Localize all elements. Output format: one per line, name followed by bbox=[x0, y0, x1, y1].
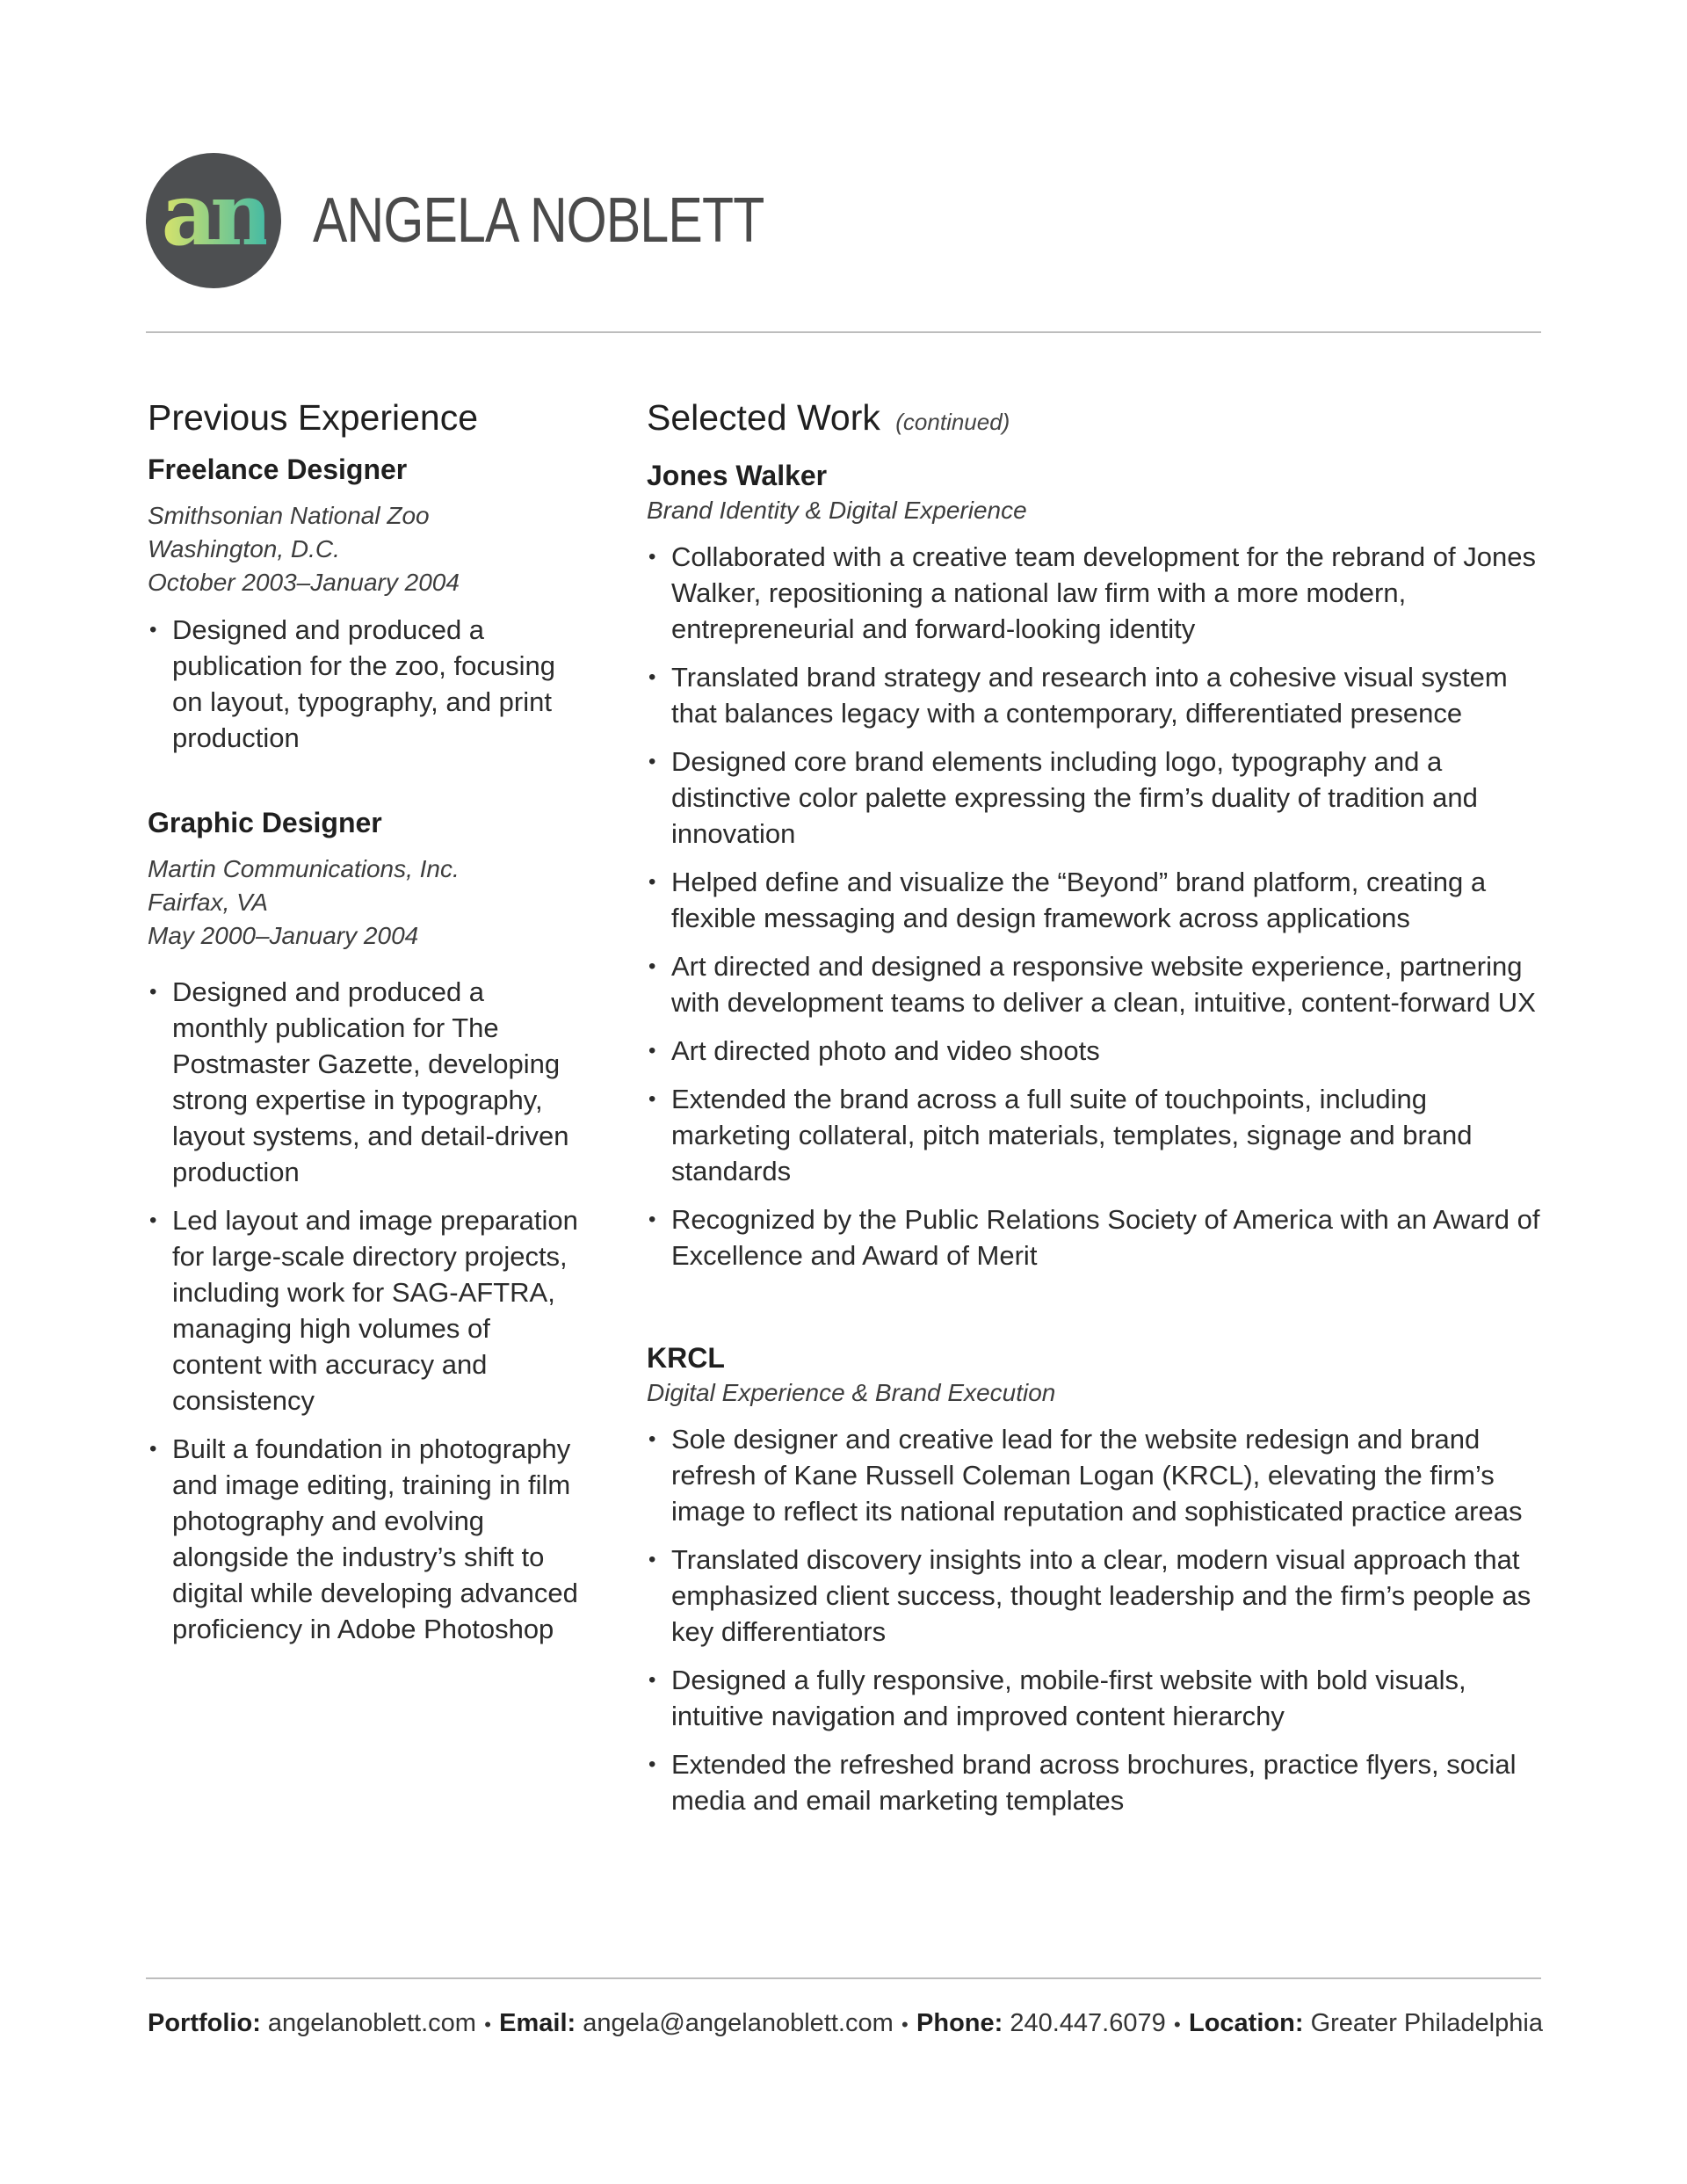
footer-email bbox=[499, 2009, 894, 2038]
project-subtitle: Digital Experience & Brand Execution bbox=[647, 1379, 1056, 1406]
portfolio-label: Portfolio: bbox=[148, 2009, 261, 2037]
bullet-item: • Extended the refreshed brand across brochures, practice flyers, social media and email marketing templates bbox=[647, 1746, 1545, 1818]
project-bullets bbox=[647, 1421, 1545, 1818]
job-dates: October 2003–January 2004 bbox=[148, 569, 460, 596]
job-bullets bbox=[148, 974, 587, 1647]
project-name: KRCL bbox=[647, 1342, 725, 1374]
separator-dot: • bbox=[1174, 2013, 1181, 2035]
bullet-item: • Recognized by the Public Relations Society of America with an Award of Excellence and Award of Merit bbox=[647, 1201, 1545, 1273]
job-entry bbox=[148, 452, 587, 756]
bullet-item: • Extended the brand across a full suite of touchpoints, including marketing collateral, pitch materials, templates, signage and brand standards bbox=[647, 1081, 1545, 1189]
previous-experience-heading: Previous Experience bbox=[148, 397, 479, 438]
bullet-item: • Collaborated with a creative team development for the rebrand of Jones Walker, repositioning a national law firm with a more modern, entrepreneurial and forward-looking identity bbox=[647, 539, 1545, 647]
contact-footer bbox=[148, 2009, 1543, 2038]
separator-dot: • bbox=[901, 2013, 909, 2035]
selected-work-column bbox=[647, 394, 1545, 1831]
candidate-name: ANGELA NOBLETT bbox=[313, 185, 764, 256]
phone-label: Phone: bbox=[916, 2009, 1003, 2037]
separator-dot: • bbox=[484, 2013, 491, 2035]
footer-divider bbox=[146, 1977, 1541, 1979]
footer-phone bbox=[916, 2009, 1166, 2038]
job-meta bbox=[148, 499, 587, 599]
bullet-item: • Translated brand strategy and research into a cohesive visual system that balances legacy with a contemporary, differentiated presence bbox=[647, 659, 1545, 731]
job-entry bbox=[148, 805, 587, 1647]
selected-work-heading bbox=[647, 394, 1545, 446]
project-name: Jones Walker bbox=[647, 460, 828, 491]
project-subtitle: Brand Identity & Digital Experience bbox=[647, 497, 1027, 524]
job-title: Graphic Designer bbox=[148, 807, 382, 838]
project-entry bbox=[647, 458, 1545, 1273]
job-organization: Martin Communications, Inc. bbox=[148, 855, 460, 882]
job-title: Freelance Designer bbox=[148, 453, 408, 485]
bullet-item: • Designed core brand elements including logo, typography and a distinctive color palette expressing the firm’s duality of tradition and innovation bbox=[647, 744, 1545, 852]
footer-portfolio bbox=[148, 2009, 476, 2038]
bullet-item: • Helped define and visualize the “Beyond” brand platform, creating a flexible messaging and design framework across applications bbox=[647, 864, 1545, 936]
monogram-letters: an bbox=[161, 181, 266, 260]
monogram-logo bbox=[146, 153, 281, 288]
job-organization: Smithsonian National Zoo bbox=[148, 502, 430, 529]
project-entry bbox=[647, 1340, 1545, 1818]
job-bullets bbox=[148, 612, 587, 756]
phone-number[interactable]: 240.447.6079 bbox=[1010, 2009, 1166, 2037]
header-divider bbox=[146, 331, 1541, 333]
location-value: Greater Philadelphia bbox=[1310, 2009, 1543, 2037]
location-label: Location: bbox=[1189, 2009, 1304, 2037]
bullet-item: • Sole designer and creative lead for the website redesign and brand refresh of Kane Russell Coleman Logan (KRCL), elevating the firm’s image to reflect its national reputation and sophisticated practice areas bbox=[647, 1421, 1545, 1529]
bullet-item: • Built a foundation in photography and image editing, training in film photography and evolving alongside the industry’s shift to digital while developing advanced proficiency in Adobe Photoshop bbox=[148, 1431, 587, 1647]
bullet-item: • Art directed and designed a responsive website experience, partnering with development teams to deliver a clean, intuitive, content-forward UX bbox=[647, 948, 1545, 1020]
bullet-item: • Led layout and image preparation for large-scale directory projects, including work for SAG-AFTRA, managing high volumes of content with accuracy and consistency bbox=[148, 1202, 587, 1419]
footer-location bbox=[1189, 2009, 1543, 2038]
job-location: Fairfax, VA bbox=[148, 889, 268, 916]
previous-experience-column bbox=[148, 394, 587, 1659]
email-label: Email: bbox=[499, 2009, 576, 2037]
bullet-item: • Art directed photo and video shoots bbox=[647, 1033, 1545, 1069]
job-location: Washington, D.C. bbox=[148, 535, 340, 562]
bullet-item: • Designed and produced a monthly publication for The Postmaster Gazette, developing strong expertise in typography, layout systems, and detail-driven production bbox=[148, 974, 587, 1190]
email-link[interactable]: angela@angelanoblett.com bbox=[583, 2009, 894, 2037]
bullet-item: • Designed and produced a publication for the zoo, focusing on layout, typography, and print production bbox=[148, 612, 587, 756]
selected-work-title: Selected Work bbox=[647, 397, 880, 438]
job-dates: May 2000–January 2004 bbox=[148, 922, 419, 949]
bullet-item: • Designed a fully responsive, mobile-first website with bold visuals, intuitive navigation and improved content hierarchy bbox=[647, 1662, 1545, 1734]
continued-note: (continued) bbox=[895, 409, 1010, 435]
bullet-item: • Translated discovery insights into a clear, modern visual approach that emphasized client success, thought leadership and the firm’s people as key differentiators bbox=[647, 1542, 1545, 1650]
resume-header bbox=[146, 151, 863, 290]
monogram-logo-mark bbox=[161, 181, 266, 260]
portfolio-link[interactable]: angelanoblett.com bbox=[267, 2009, 476, 2037]
job-meta bbox=[148, 853, 587, 953]
project-bullets bbox=[647, 539, 1545, 1273]
